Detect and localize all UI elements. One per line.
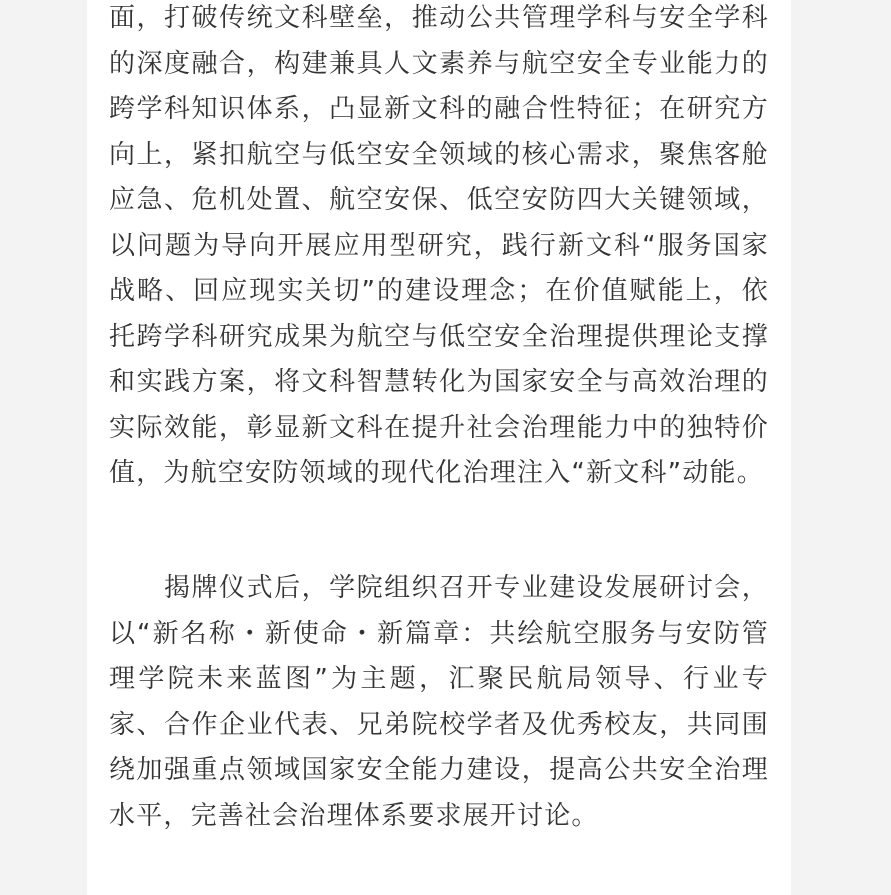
article-page <box>87 0 791 895</box>
paragraph-continued: 面，打破传统文科壁垒，推动公共管理学科与安全学科的深度融合，构建兼具人文素养与航空安全专业能力的跨学科知识体系，凸显新文科的融合性特征；在研究方向上，紧扣航空与低空安全领域的核心需求，聚焦客舱应急、危机处置、航空安保、低空安防四大关键领域，以问题为导向开展应用型研究，践行新文科“服务国家战略、回应现实关切”的建设理念；在价值赋能上，依托跨学科研究成果为航空与低空安全治理提供理论支撑和实践方案，将文科智慧转化为国家安全与高效治理的实际效能，彰显新文科在提升社会治理能力中的独特价值，为航空安防领域的现代化治理注入“新文科”动能。 <box>109 3 769 488</box>
paragraph-seminar: 揭牌仪式后，学院组织召开专业建设发展研讨会，以“新名称・新使命・新篇章：共绘航空服务与安防管理学院未来蓝图”为主题，汇聚民航局领导、行业专家、合作企业代表、兄弟院校学者及优秀校友，共同围绕加强重点领域国家安全能力建设，提高公共安全治理水平，完善社会治理体系要求展开讨论。 <box>109 573 769 831</box>
